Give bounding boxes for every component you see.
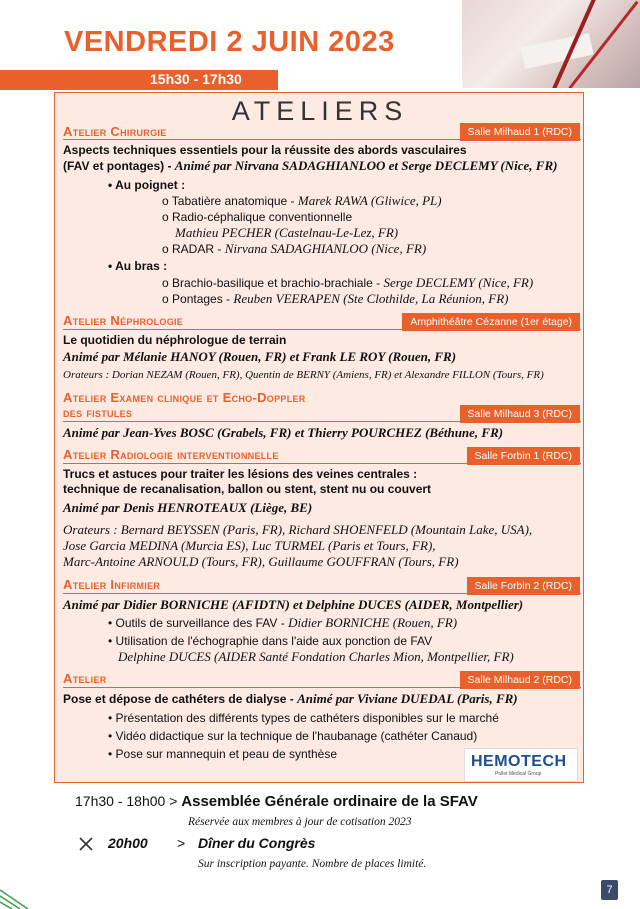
radio-orateurs-3: Marc-Antoine ARNOULD (Tours, FR), Guillaume GOUFFRAN (Tours, FR) (63, 554, 459, 569)
page-date-title: VENDREDI 2 JUIN 2023 (64, 26, 395, 58)
section-title-doppler: Atelier Examen clinique et Echo-Doppler (63, 390, 306, 405)
section-title-doppler-2: des fistules (63, 405, 133, 420)
cutlery-icon (78, 836, 94, 852)
decorative-stripes (0, 880, 40, 909)
page-number: 7 (601, 880, 618, 900)
room-badge-radio: Salle Forbin 1 (RDC) (467, 447, 580, 465)
nephro-anim: Animé par Mélanie HANOY (Rouen, FR) et Frank LE ROY (Rouen, FR) (63, 349, 457, 364)
chirurgie-desc: Aspects techniques essentiels pour la réussite des abords vasculaires (63, 143, 467, 157)
section-title-radio: Atelier Radiologie interventionnelle (63, 447, 279, 462)
room-badge-atelier: Salle Milhaud 2 (RDC) (460, 671, 580, 689)
list-item: o RADAR - Nirvana SADAGHIANLOO (Nice, FR) (162, 241, 427, 256)
atelier-desc: Pose et dépose de cathéters de dialyse - Animé par Viviane DUEDAL (Paris, FR) (63, 691, 518, 706)
hemotech-logo-subtext: Pollet Medical Group (495, 771, 542, 777)
photo-tape (520, 33, 593, 69)
section-title-atelier: Atelier (63, 671, 107, 686)
section-title-nephro: Atelier Néphrologie (63, 313, 184, 328)
radio-desc-2: technique de recanalisation, ballon ou stent, stent nu ou couvert (63, 482, 432, 496)
diner-time: 20h00 (108, 835, 148, 851)
hemotech-logo (464, 748, 578, 782)
header-photo (462, 0, 640, 88)
radio-orateurs-2: Jose Garcia MEDINA (Murcia ES), Luc TURMEL (Paris et Tours, FR), (63, 538, 436, 553)
list-item: o Tabatière anatomique - Marek RAWA (Gliwice, PL) (162, 193, 442, 208)
list-item: • Pose sur mannequin et peau de synthèse (108, 747, 338, 761)
diner-title: Dîner du Congrès (198, 835, 316, 851)
list-item: • Vidéo didactique sur la technique de l'haubanage (cathéter Canaud) (108, 729, 478, 743)
radio-anim: Animé par Denis HENROTEAUX (Liège, BE) (63, 500, 313, 515)
hemotech-logo-text: HEMOTECH (471, 753, 567, 770)
diner-note: Sur inscription payante. Nombre de places limité. (198, 858, 427, 870)
nephro-orateurs: Orateurs : Dorian NEZAM (Rouen, FR), Quentin de BERNY (Amiens, FR) et Alexandre FILLON (Tours, FR) (63, 369, 544, 381)
list-item-who: Delphine DUCES (AIDER Santé Fondation Charles Mion, Montpellier, FR) (118, 649, 514, 664)
room-badge-nephro: Amphithéâtre Cézanne (1er étage) (402, 313, 580, 331)
list-item: o Brachio-basilique et brachio-brachiale - Serge DECLEMY (Nice, FR) (162, 275, 534, 290)
diner-arrow: > (177, 835, 186, 851)
doppler-anim: Animé par Jean-Yves BOSC (Grabels, FR) et Thierry POURCHEZ (Béthune, FR) (63, 425, 504, 440)
list-item: • Utilisation de l'échographie dans l'aide aux ponction de FAV (108, 634, 433, 648)
radio-desc: Trucs et astuces pour traiter les lésions des veines centrales : (63, 467, 418, 481)
list-item: o Pontages - Reuben VEERAPEN (Ste Clothilde, La Réunion, FR) (162, 291, 509, 306)
time-slot: 15h30 - 17h30 (150, 71, 242, 87)
ag-line: 17h30 - 18h00 > Assemblée Générale ordinaire de la SFAV (75, 793, 478, 810)
room-badge-doppler: Salle Milhaud 3 (RDC) (460, 405, 580, 423)
radio-orateurs: Orateurs : Bernard BEYSSEN (Paris, FR), Richard SHOENFELD (Mountain Lake, USA), (63, 522, 533, 537)
ag-note: Réservée aux membres à jour de cotisation 2023 (188, 816, 412, 828)
chirurgie-desc-2: (FAV et pontages) - Animé par Nirvana SADAGHIANLOO et Serge DECLEMY (Nice, FR) (63, 158, 558, 173)
nephro-desc: Le quotidien du néphrologue de terrain (63, 333, 287, 347)
infirmier-anim: Animé par Didier BORNICHE (AFIDTN) et Delphine DUCES (AIDER, Montpellier) (63, 597, 524, 612)
list-item: • Outils de surveillance des FAV - Didier BORNICHE (Rouen, FR) (108, 615, 458, 630)
list-item: o Radio-céphalique conventionnelle (162, 210, 353, 224)
room-badge-chirurgie: Salle Milhaud 1 (RDC) (460, 123, 580, 141)
ateliers-title: ATELIERS (231, 96, 409, 126)
bras-label: • Au bras : (108, 259, 168, 273)
section-title-infirmier: Atelier Infirmier (63, 577, 161, 592)
poignet-label: • Au poignet : (108, 178, 186, 192)
room-badge-infirmier: Salle Forbin 2 (RDC) (467, 577, 580, 595)
list-item: • Présentation des différents types de cathéters disponibles sur le marché (108, 711, 499, 725)
section-title-chirurgie: Atelier Chirurgie (63, 124, 167, 139)
list-item-who: Mathieu PECHER (Castelnau-Le-Lez, FR) (175, 225, 399, 240)
